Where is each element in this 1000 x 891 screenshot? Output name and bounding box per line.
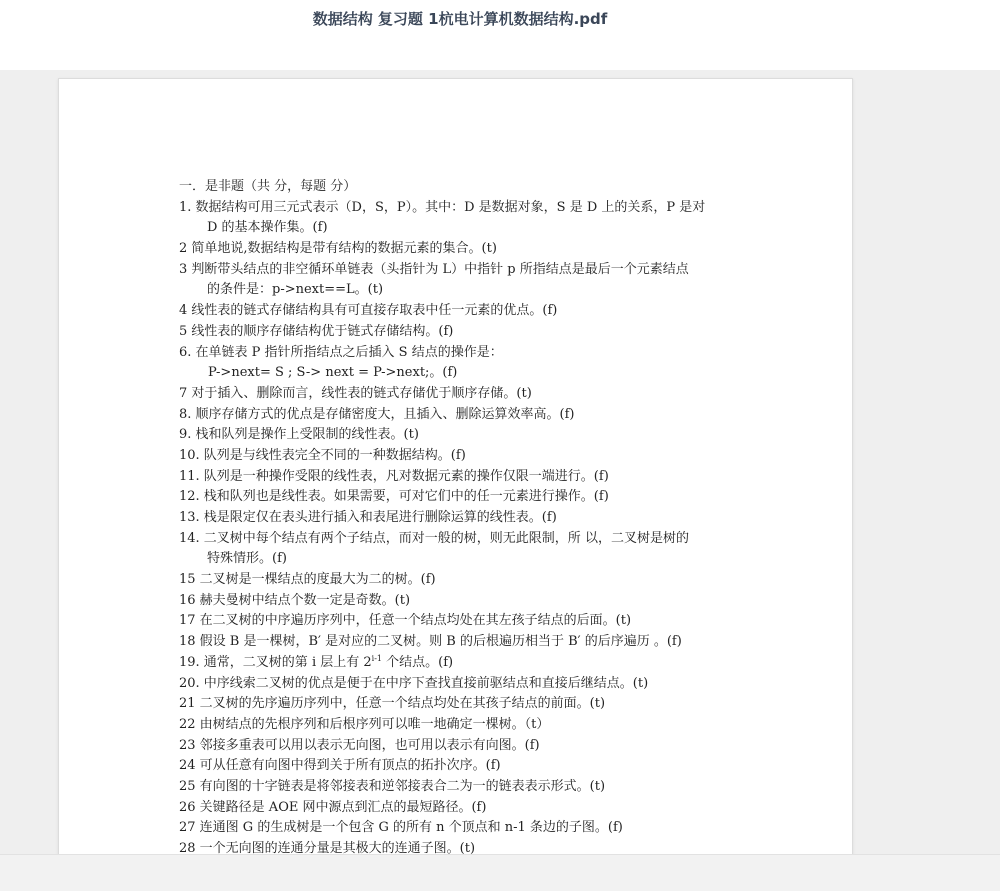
question-line: 17 在二叉树的中序遍历序列中，任意一个结点均处在其左孩子结点的后面。(t) [179, 613, 632, 629]
question-line: 22 由树结点的先根序列和后根序列可以唯一地确定一棵树。（t） [179, 716, 550, 732]
question-line: 25 有向图的十字链表是将邻接表和逆邻接表合二为一的链表表示形式。(t) [179, 778, 606, 794]
question-line: 7 对于插入、删除而言，线性表的链式存储优于顺序存储。(t) [179, 385, 532, 401]
question-text: 19. 通常，二叉树的第 i 层上有 2 [179, 654, 372, 670]
title-bar [0, 0, 1000, 70]
question-line: 27 连通图 G 的生成树是一个包含 G 的所有 n 个顶点和 n-1 条边的子图。(f) [179, 820, 623, 836]
question-line: 11. 队列是一种操作受限的线性表，凡对数据元素的操作仅限一端进行。(f) [179, 468, 609, 484]
question-line: 4 线性表的链式存储结构具有可直接存取表中任一元素的优点。(f) [179, 303, 558, 319]
question-line: 24 可从任意有向图中得到关于所有顶点的拓扑次序。(f) [179, 758, 501, 774]
pdf-page [58, 78, 853, 854]
question-line: 18 假设 B 是一棵树，B′ 是对应的二叉树。则 B 的后根遍历相当于 B′ 的后序遍历 。(f) [179, 634, 682, 650]
question-line: 9. 栈和队列是操作上受限制的线性表。(t) [179, 427, 419, 443]
question-line-continuation: P->next= S ; S-> next = P->next;。(f) [208, 365, 458, 381]
question-line [179, 653, 739, 674]
question-text-tail: 个结点。(f) [382, 654, 454, 670]
page-content [179, 177, 739, 854]
question-line-continuation: D 的基本操作集。(f) [207, 220, 328, 236]
document-title: 数据结构 复习题 1杭电计算机数据结构.pdf [312, 10, 608, 28]
question-line: 5 线性表的顺序存储结构优于链式存储结构。(f) [179, 323, 454, 339]
question-line: 15 二叉树是一棵结点的度最大为二的树。(f) [179, 572, 436, 588]
question-line: 21 二叉树的先序遍历序列中，任意一个结点均处在其孩子结点的前面。(t) [179, 696, 606, 712]
question-line: 3 判断带头结点的非空循环单链表（头指针为 L）中指针 p 所指结点是最后一个元素结点 [179, 261, 689, 277]
question-line: 16 赫夫曼树中结点个数一定是奇数。(t) [179, 592, 411, 608]
question-line: 12. 栈和队列也是线性表。如果需要，可对它们中的任一元素进行操作。(f) [179, 489, 609, 505]
question-line: 20. 中序线索二叉树的优点是便于在中序下查找直接前驱结点和直接后继结点。(t) [179, 675, 649, 691]
question-line: 8. 顺序存储方式的优点是存储密度大，且插入、删除运算效率高。(f) [179, 406, 575, 422]
question-line: 10. 队列是与线性表完全不同的一种数据结构。(f) [179, 447, 466, 463]
bottom-bar [0, 854, 1000, 891]
section-heading: 一．是非题（共 分，每题 分） [179, 179, 357, 194]
question-line: 28 一个无向图的连通分量是其极大的连通子图。(t) [179, 841, 476, 854]
pdf-viewer-area[interactable] [0, 70, 1000, 854]
question-line: 6. 在单链表 P 指针所指结点之后插入 S 结点的操作是： [179, 344, 503, 360]
question-line: 14. 二叉树中每个结点有两个子结点，而对一般的树，则无此限制，所 以，二叉树是树的 [179, 530, 689, 546]
question-line-continuation: 特殊情形。(f) [207, 551, 287, 567]
exponent: i-1 [371, 653, 382, 663]
question-line: 26 关键路径是 AOE 网中源点到汇点的最短路径。(f) [179, 799, 487, 815]
question-line: 2 简单地说,数据结构是带有结构的数据元素的集合。(t) [179, 241, 497, 257]
question-line: 1. 数据结构可用三元式表示（D，S，P）。其中：D 是数据对象，S 是 D 上的关系，P 是对 [179, 199, 706, 215]
question-line-continuation: 的条件是：p->next==L。(t) [207, 282, 384, 298]
question-line: 13. 栈是限定仅在表头进行插入和表尾进行删除运算的线性表。(f) [179, 510, 557, 525]
question-line: 23 邻接多重表可以用以表示无向图，也可用以表示有向图。(f) [179, 737, 540, 753]
